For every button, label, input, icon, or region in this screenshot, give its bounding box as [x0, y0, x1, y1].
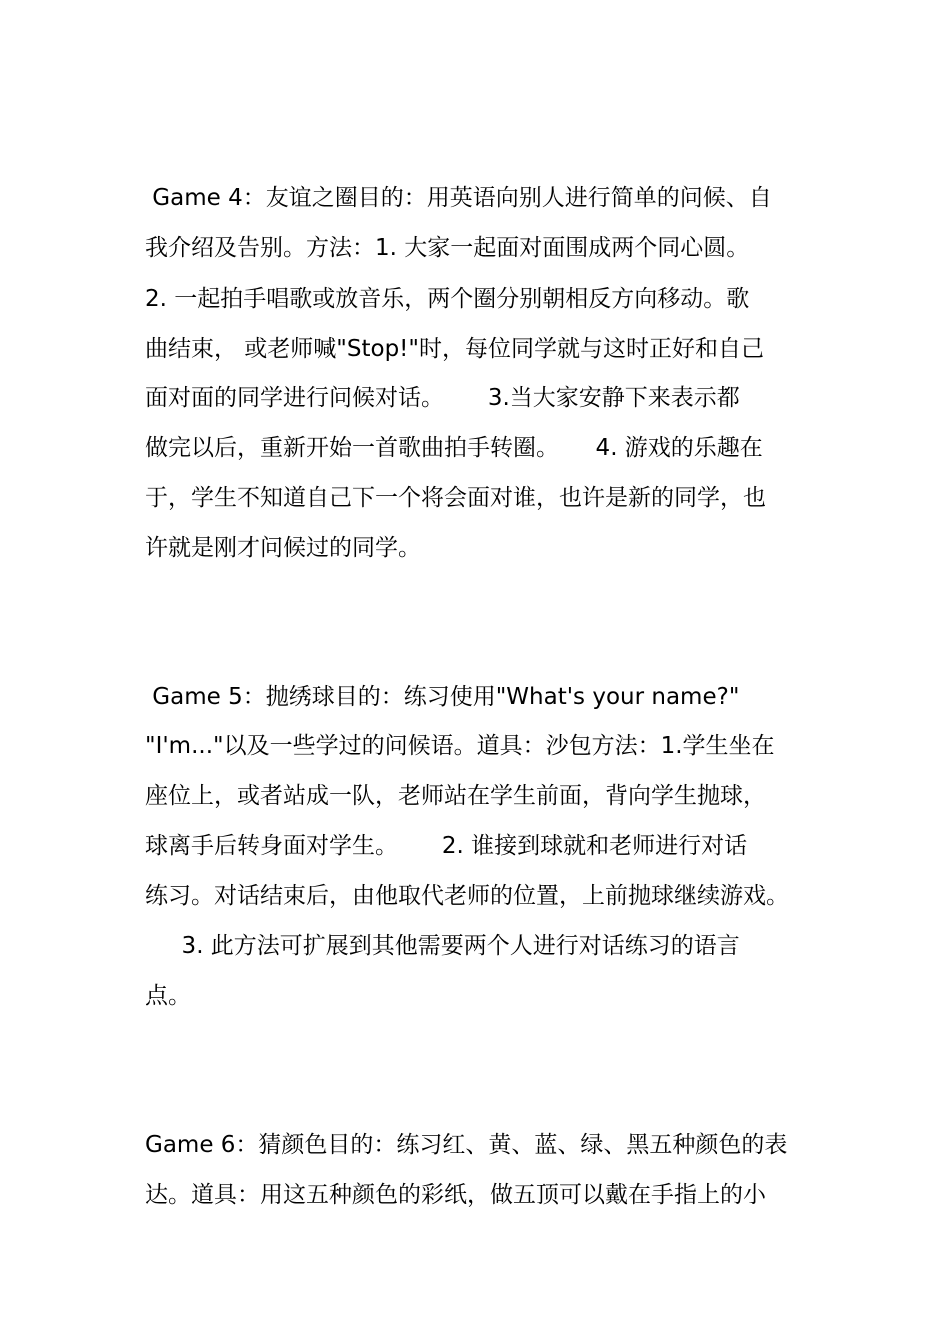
game5-line-3: 座位上，或者站成一队，老师站在学生前面，背向学生抛球， [145, 783, 766, 809]
game4-line-5: 面对面的同学进行问候对话。 3.当大家安静下来表示都 [145, 385, 740, 411]
game4-line-7: 于，学生不知道自己下一个将会面对谁，也许是新的同学，也 [145, 485, 766, 511]
game6-line-2: 达。道具：用这五种颜色的彩纸，做五顶可以戴在手指上的小 [145, 1182, 766, 1208]
game5-line-6: 3. 此方法可扩展到其他需要两个人进行对话练习的语言 [145, 933, 740, 959]
game6-line-1: Game 6：猜颜色目的：练习红、黄、蓝、绿、黑五种颜色的表 [145, 1132, 788, 1158]
game4-line-4: 曲结束， 或老师喊"Stop!"时，每位同学就与这时正好和自己 [145, 336, 764, 362]
game4-line-8: 许就是刚才问候过的同学。 [145, 535, 421, 561]
game5-line-5: 练习。对话结束后，由他取代老师的位置，上前抛球继续游戏。 [145, 883, 789, 909]
game5-line-7: 点。 [145, 983, 191, 1009]
game5-line-1: Game 5：抛绣球目的：练习使用"What's your name?" [145, 684, 740, 710]
game5-line-2: "I'm..."以及一些学过的问候语。道具：沙包方法：1.学生坐在 [145, 733, 775, 759]
game4-line-3: 2. 一起拍手唱歌或放音乐，两个圈分别朝相反方向移动。歌 [145, 286, 750, 312]
game4-line-6: 做完以后，重新开始一首歌曲拍手转圈。 4. 游戏的乐趣在 [145, 435, 763, 461]
game5-line-4: 球离手后转身面对学生。 2. 谁接到球就和老师进行对话 [145, 833, 748, 859]
game4-line-1: Game 4：友谊之圈目的：用英语向别人进行简单的问候、自 [145, 185, 772, 211]
game4-line-2: 我介绍及告别。方法：1. 大家一起面对面围成两个同心圆。 [145, 235, 750, 261]
